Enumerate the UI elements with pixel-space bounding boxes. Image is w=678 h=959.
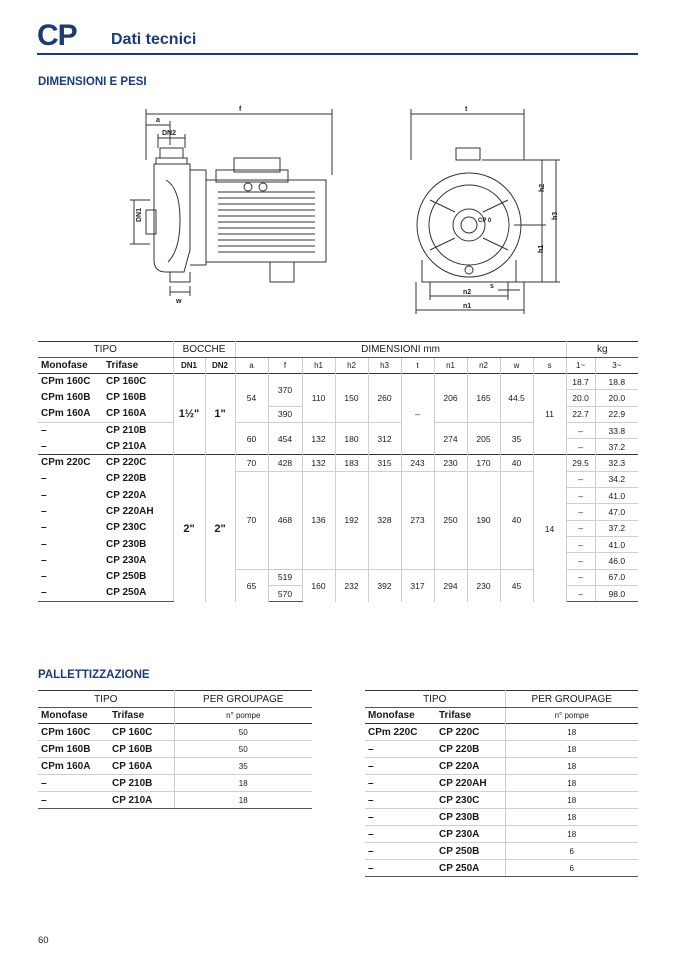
- table-cell: 392: [368, 569, 401, 602]
- col-w: w: [500, 358, 533, 374]
- table-cell: –: [41, 554, 47, 566]
- table-cell: 40: [500, 471, 533, 569]
- table-cell: 274: [434, 422, 467, 455]
- col-a: a: [235, 358, 268, 374]
- table-cell: CP 220B: [435, 741, 505, 758]
- table-cell: 32.3: [595, 455, 638, 471]
- table-cell: 29.5: [566, 455, 595, 471]
- table-cell: 18: [505, 758, 638, 775]
- col-dn2: DN2: [205, 358, 235, 374]
- table-cell: 41.0: [595, 536, 638, 552]
- table-cell: CPm 160A: [38, 758, 108, 775]
- table-cell: CP 230C: [435, 792, 505, 809]
- table-cell: –: [566, 488, 595, 504]
- table-cell: –: [38, 792, 108, 809]
- label-dn2: DN2: [162, 130, 177, 137]
- table-cell: CP 220A: [435, 758, 505, 775]
- table-cell: 65: [235, 569, 268, 602]
- table-cell: 34.2: [595, 471, 638, 487]
- table-cell: CP 220C: [103, 455, 173, 471]
- table-cell: 37.2: [608, 441, 626, 452]
- table-cell: 328: [368, 471, 401, 569]
- table-cell: 190: [467, 471, 500, 569]
- table-cell: Monofase: [368, 710, 415, 721]
- label-w: w: [176, 298, 182, 305]
- table-cell: 6: [505, 843, 638, 860]
- table-cell: 165: [467, 374, 500, 423]
- table-cell: –: [41, 473, 47, 485]
- label-n1: n1: [463, 303, 472, 310]
- table-cell: 70: [235, 455, 268, 471]
- table-cell: 60: [235, 422, 268, 455]
- table-cell: –: [566, 585, 595, 601]
- table-cell: 136: [302, 471, 335, 569]
- table-cell: –: [41, 538, 47, 550]
- col-h2: h2: [335, 358, 368, 374]
- table-row: [365, 775, 638, 792]
- table-cell: CPm 220C: [38, 455, 103, 471]
- table-cell: –: [566, 504, 595, 520]
- col-monofase: Monofase: [41, 359, 88, 371]
- label-s: s: [490, 283, 494, 290]
- table-row: [38, 741, 312, 758]
- table-cell: n° pompe: [226, 711, 261, 720]
- col-n1: n1: [434, 358, 467, 374]
- pallet-header-tipo: TIPO: [38, 691, 174, 708]
- label-h2: h2: [539, 183, 546, 192]
- table-cell: 2": [173, 455, 205, 602]
- table-cell: 18: [505, 809, 638, 826]
- table-cell: –: [566, 471, 595, 487]
- pump-brand-mark: CP 0: [478, 218, 492, 224]
- table-cell: CP 250B: [435, 843, 505, 860]
- table-cell: –: [365, 843, 435, 860]
- table-row: [365, 843, 638, 860]
- table-cell: 37.2: [595, 520, 638, 536]
- table-cell: 70: [235, 471, 268, 569]
- table-cell: CP 220C: [435, 724, 505, 741]
- pallet-header-groupage: PER GROUPAGE: [505, 691, 638, 708]
- table-cell: n° pompe: [554, 711, 589, 720]
- table-cell: 18: [505, 826, 638, 843]
- table-cell: CP 250A: [103, 585, 173, 601]
- table-cell: –: [38, 585, 103, 601]
- table-cell: 273: [401, 471, 434, 569]
- table-cell: 44.5: [500, 374, 533, 423]
- page-title: Dati tecnici: [111, 31, 197, 48]
- table-cell: 6: [505, 860, 638, 877]
- table-cell: –: [41, 489, 47, 501]
- table-cell: CPm 160C: [38, 724, 108, 741]
- table-cell: 243: [401, 455, 434, 471]
- page-number: 60: [38, 935, 49, 946]
- table-row: [38, 792, 312, 809]
- table-cell: 18: [174, 792, 312, 809]
- table-row: [365, 860, 638, 877]
- table-cell: CP 160B: [108, 741, 174, 758]
- table-cell: 18: [174, 775, 312, 792]
- header-rule: [37, 53, 638, 55]
- section-title-pallet: PALLETTIZZAZIONE: [38, 669, 150, 681]
- table-cell: CPm 160A: [41, 407, 91, 419]
- table-cell: 230: [467, 569, 500, 602]
- table-cell: 570: [268, 585, 302, 601]
- label-dn1: DN1: [136, 207, 143, 222]
- col-t: t: [401, 358, 434, 374]
- table-cell: CPm 220C: [365, 724, 435, 741]
- side-view-drawing: [130, 109, 332, 296]
- pallet-header-tipo: TIPO: [365, 691, 505, 708]
- table-cell: –: [38, 422, 103, 438]
- table-cell: CP 230C: [103, 520, 173, 536]
- table-cell: –: [566, 422, 595, 438]
- table-cell: 1½": [173, 374, 205, 455]
- table-cell: 232: [335, 569, 368, 602]
- table-cell: 22.7: [566, 406, 595, 422]
- table-cell: 41.0: [595, 488, 638, 504]
- table-cell: CP 230A: [103, 553, 173, 569]
- table-cell: –: [566, 553, 595, 569]
- table-cell: CP 230B: [103, 536, 173, 552]
- table-cell: 45: [500, 569, 533, 602]
- table-cell: CP 210B: [108, 775, 174, 792]
- table-cell: 180: [335, 422, 368, 455]
- table-row: [365, 741, 638, 758]
- table-cell: 54: [235, 374, 268, 423]
- table-cell: CP 220AH: [435, 775, 505, 792]
- table-cell: 390: [268, 406, 302, 422]
- table-cell: –: [365, 826, 435, 843]
- table-cell: 46.0: [595, 553, 638, 569]
- table-cell: –: [566, 569, 595, 585]
- table-cell: 18: [505, 792, 638, 809]
- table-row: [365, 809, 638, 826]
- col-kg1: 1~: [566, 358, 595, 374]
- col-n2: n2: [467, 358, 500, 374]
- table-cell: CP 250B: [103, 569, 173, 585]
- header-tipo: TIPO: [38, 342, 173, 358]
- table-cell: 35: [174, 758, 312, 775]
- table-cell: CP 160A: [108, 758, 174, 775]
- col-s: s: [533, 358, 566, 374]
- col-kg3: 3~: [612, 360, 622, 370]
- table-cell: 18: [505, 741, 638, 758]
- label-h1: h1: [538, 244, 545, 253]
- table-cell: 317: [401, 569, 434, 602]
- header-bocche: BOCCHE: [173, 342, 235, 358]
- table-cell: –: [38, 775, 108, 792]
- header-dimensioni: DIMENSIONI mm: [235, 342, 566, 358]
- table-cell: 370: [268, 374, 302, 407]
- pallet-table-left: [38, 690, 312, 809]
- table-cell: CP 210B: [103, 422, 173, 438]
- table-cell: CPm 160B: [41, 391, 91, 403]
- table-cell: 1": [205, 374, 235, 455]
- table-cell: 206: [434, 374, 467, 423]
- table-cell: 294: [434, 569, 467, 602]
- table-cell: –: [41, 440, 47, 452]
- table-cell: 160: [302, 569, 335, 602]
- table-row: [365, 758, 638, 775]
- dimensions-table: [38, 341, 638, 602]
- table-row: [38, 775, 312, 792]
- table-cell: Trifase: [435, 708, 505, 724]
- table-cell: 230: [434, 455, 467, 471]
- table-cell: 110: [302, 374, 335, 423]
- table-cell: 150: [335, 374, 368, 423]
- table-cell: –: [566, 439, 595, 455]
- table-cell: –: [566, 520, 595, 536]
- table-cell: CP 160A: [103, 406, 173, 422]
- table-cell: CP 230B: [435, 809, 505, 826]
- table-cell: 132: [302, 422, 335, 455]
- table-cell: –: [41, 506, 47, 518]
- section-title-dimensions: DIMENSIONI E PESI: [38, 76, 147, 88]
- table-cell: 315: [368, 455, 401, 471]
- front-view-drawing: [411, 109, 560, 314]
- table-cell: CPm 160B: [38, 741, 108, 758]
- table-cell: –: [566, 536, 595, 552]
- table-cell: 250: [434, 471, 467, 569]
- table-cell: 183: [335, 455, 368, 471]
- table-row: [365, 792, 638, 809]
- table-cell: 454: [268, 422, 302, 455]
- table-cell: –: [365, 860, 435, 877]
- table-cell: 192: [335, 471, 368, 569]
- pallet-header-groupage: PER GROUPAGE: [174, 691, 312, 708]
- table-row: [365, 724, 638, 741]
- table-cell: 50: [174, 724, 312, 741]
- series-code: CP: [37, 19, 77, 52]
- table-cell: 18.8: [595, 374, 638, 390]
- table-cell: 18: [505, 724, 638, 741]
- table-row: [365, 826, 638, 843]
- header-kg: kg: [566, 342, 638, 358]
- col-h3: h3: [368, 358, 401, 374]
- table-cell: 35: [500, 422, 533, 455]
- col-trifase: Trifase: [103, 358, 173, 374]
- table-cell: 468: [268, 471, 302, 569]
- table-cell: CP 220B: [103, 471, 173, 487]
- label-n2: n2: [463, 289, 472, 296]
- table-cell: –: [41, 571, 47, 583]
- table-cell: 170: [467, 455, 500, 471]
- table-cell: –: [365, 775, 435, 792]
- table-cell: 205: [467, 422, 500, 455]
- table-cell: 50: [174, 741, 312, 758]
- table-cell: –: [365, 758, 435, 775]
- table-cell: 20.0: [595, 390, 638, 406]
- table-cell: CP 220A: [103, 488, 173, 504]
- table-cell: –: [365, 809, 435, 826]
- table-cell: CP 160C: [108, 724, 174, 741]
- table-cell: 18: [505, 775, 638, 792]
- label-t: t: [465, 106, 468, 113]
- table-row: [38, 758, 312, 775]
- table-cell: –: [365, 792, 435, 809]
- table-cell: 47.0: [595, 504, 638, 520]
- table-cell: 2": [205, 455, 235, 602]
- table-row: [38, 374, 638, 390]
- table-cell: CP 210A: [108, 792, 174, 809]
- table-cell: –: [401, 374, 434, 455]
- table-cell: 11: [533, 374, 566, 455]
- table-cell: –: [365, 741, 435, 758]
- table-cell: Trifase: [108, 708, 174, 724]
- pallet-table-right: [365, 690, 638, 877]
- col-dn1: DN1: [173, 358, 205, 374]
- table-cell: 18.7: [566, 374, 595, 390]
- table-cell: 312: [368, 422, 401, 455]
- table-cell: –: [41, 522, 47, 534]
- table-cell: CP 160B: [103, 390, 173, 406]
- table-cell: CP 160C: [103, 374, 173, 390]
- table-cell: 519: [268, 569, 302, 585]
- table-cell: 33.8: [595, 422, 638, 438]
- label-a: a: [156, 117, 160, 124]
- col-h1: h1: [302, 358, 335, 374]
- table-cell: CP 220AH: [103, 504, 173, 520]
- label-f: f: [239, 106, 242, 113]
- table-cell: CP 230A: [435, 826, 505, 843]
- table-cell: 67.0: [595, 569, 638, 585]
- table-cell: 22.9: [595, 406, 638, 422]
- table-cell: Monofase: [41, 710, 88, 721]
- table-cell: 20.0: [566, 390, 595, 406]
- table-cell: 132: [302, 455, 335, 471]
- table-cell: CPm 160C: [38, 374, 103, 390]
- table-cell: 40: [500, 455, 533, 471]
- table-cell: 98.0: [595, 585, 638, 601]
- table-cell: CP 210A: [103, 439, 173, 455]
- label-h3: h3: [552, 211, 559, 220]
- table-cell: 14: [533, 455, 566, 602]
- table-cell: 428: [268, 455, 302, 471]
- col-f: f: [268, 358, 302, 374]
- pump-drawings: [110, 100, 559, 325]
- table-row: [38, 724, 312, 741]
- table-cell: 260: [368, 374, 401, 423]
- table-cell: CP 250A: [435, 860, 505, 877]
- table-row: [38, 455, 638, 471]
